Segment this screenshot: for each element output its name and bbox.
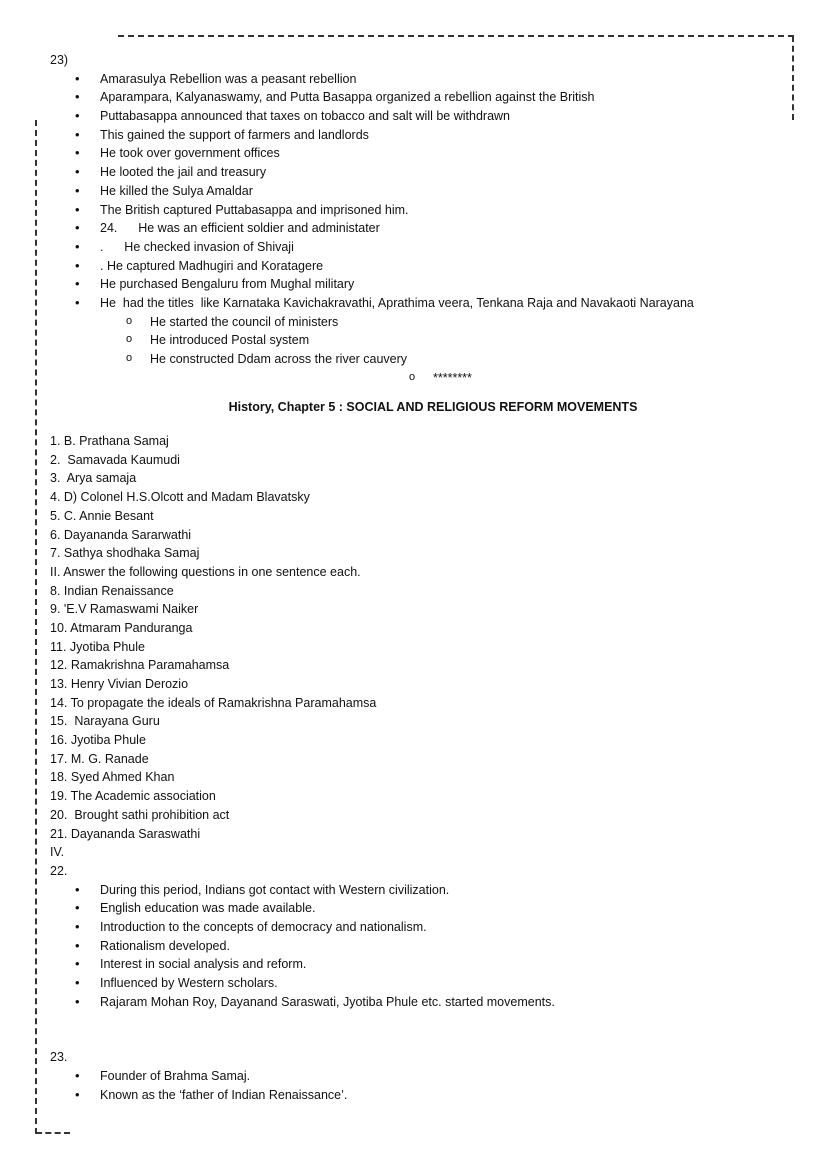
page-border-top — [118, 35, 794, 37]
sub-list-item: o He started the council of ministers — [50, 313, 810, 332]
page-border-left — [35, 120, 37, 1134]
list-item: • During this period, Indians got contact with Western civilization. — [50, 881, 810, 900]
list-item: • He looted the jail and treasury — [50, 163, 810, 182]
list-item: • Aparampara, Kalyanaswamy, and Putta Basappa organized a rebellion against the British — [50, 88, 810, 107]
list-item: • He had the titles like Karnataka Kavichakravathi, Aprathima veera, Tenkana Raja and Navakaoti Narayana — [50, 294, 810, 313]
answer-line: 3. Arya samaja — [50, 471, 137, 486]
list-item: • The British captured Puttabasappa and imprisoned him. — [50, 201, 810, 220]
answer-line: 5. C. Annie Besant — [50, 508, 154, 523]
list-item: • Amarasulya Rebellion was a peasant rebellion — [50, 70, 810, 89]
chapter-heading: History, Chapter 5 : SOCIAL AND RELIGIOUS REFORM MOVEMENTS — [228, 400, 638, 415]
answer-line: 4. D) Colonel H.S.Olcott and Madam Blavatsky — [50, 490, 310, 505]
sub-bullet-list — [50, 313, 810, 369]
list-item: • Rationalism developed. — [50, 937, 810, 956]
list-item: • This gained the support of farmers and landlords — [50, 126, 810, 145]
answer-line: 11. Jyotiba Phule — [50, 639, 145, 654]
answer-line: 17. M. G. Ranade — [50, 751, 149, 766]
answer-line: 20. Brought sathi prohibition act — [50, 807, 230, 822]
document-body — [50, 51, 810, 1104]
list-item: • 24. He was an efficient soldier and administater — [50, 219, 810, 238]
list-item: • Puttabasappa announced that taxes on tobacco and salt will be withdrawn — [50, 107, 810, 126]
answer-22-bullet-list — [50, 881, 810, 1012]
list-item: • Influenced by Western scholars. — [50, 974, 810, 993]
section-label: IV. — [50, 845, 65, 860]
list-item: • English education was made available. — [50, 899, 810, 918]
answer-line: 21. Dayananda Saraswathi — [50, 826, 201, 841]
list-item: • Known as the ‘father of Indian Renaissance’. — [50, 1086, 810, 1105]
list-item: • Rajaram Mohan Roy, Dayanand Saraswati, Jyotiba Phule etc. started movements. — [50, 993, 810, 1012]
section-instruction: II. Answer the following questions in one sentence each. — [50, 564, 361, 579]
answer-line: 8. Indian Renaissance — [50, 583, 174, 598]
answer-23-bullet-list — [50, 70, 810, 313]
answer-23b-bullet-list — [50, 1067, 810, 1104]
answers-list — [50, 432, 810, 881]
list-item: • He purchased Bengaluru from Mughal military — [50, 275, 810, 294]
sub-list-item: o He introduced Postal system — [50, 331, 810, 350]
answer-line: 9. 'E.V Ramaswami Naiker — [50, 602, 199, 617]
list-item: • . He checked invasion of Shivaji — [50, 238, 810, 257]
answer-line: 7. Sathya shodhaka Samaj — [50, 546, 200, 561]
list-item: • He took over government offices — [50, 144, 810, 163]
answer-line: 2. Samavada Kaumudi — [50, 452, 180, 467]
answer-line: 12. Ramakrishna Paramahamsa — [50, 658, 230, 673]
page-border-bottom — [36, 1132, 70, 1134]
list-item: • He killed the Sulya Amaldar — [50, 182, 810, 201]
question-label: 23) — [50, 53, 69, 67]
answer-line: 14. To propagate the ideals of Ramakrishna Paramahamsa — [50, 695, 377, 710]
list-item: • Founder of Brahma Samaj. — [50, 1067, 810, 1086]
separator-stars: o ******** — [50, 369, 810, 388]
answer-line: 15. Narayana Guru — [50, 714, 160, 729]
answer-line: 13. Henry Vivian Derozio — [50, 677, 189, 691]
spacer — [50, 1011, 810, 1048]
question-label: 22. — [50, 863, 68, 878]
answer-line: 18. Syed Ahmed Khan — [50, 770, 175, 785]
question-label: 23. — [50, 1050, 68, 1065]
list-item: • . He captured Madhugiri and Koratagere — [50, 257, 810, 276]
answer-line: 1. B. Prathana Samaj — [50, 434, 169, 449]
sub-list-item: o He constructed Ddam across the river cauvery — [50, 350, 810, 369]
answer-line: 19. The Academic association — [50, 789, 216, 804]
answer-line: 10. Atmaram Panduranga — [50, 620, 193, 635]
answer-line: 6. Dayananda Sararwathi — [50, 527, 192, 542]
answer-line: 16. Jyotiba Phule — [50, 733, 146, 748]
list-item: • Introduction to the concepts of democracy and nationalism. — [50, 918, 810, 937]
list-item: • Interest in social analysis and reform. — [50, 955, 810, 974]
